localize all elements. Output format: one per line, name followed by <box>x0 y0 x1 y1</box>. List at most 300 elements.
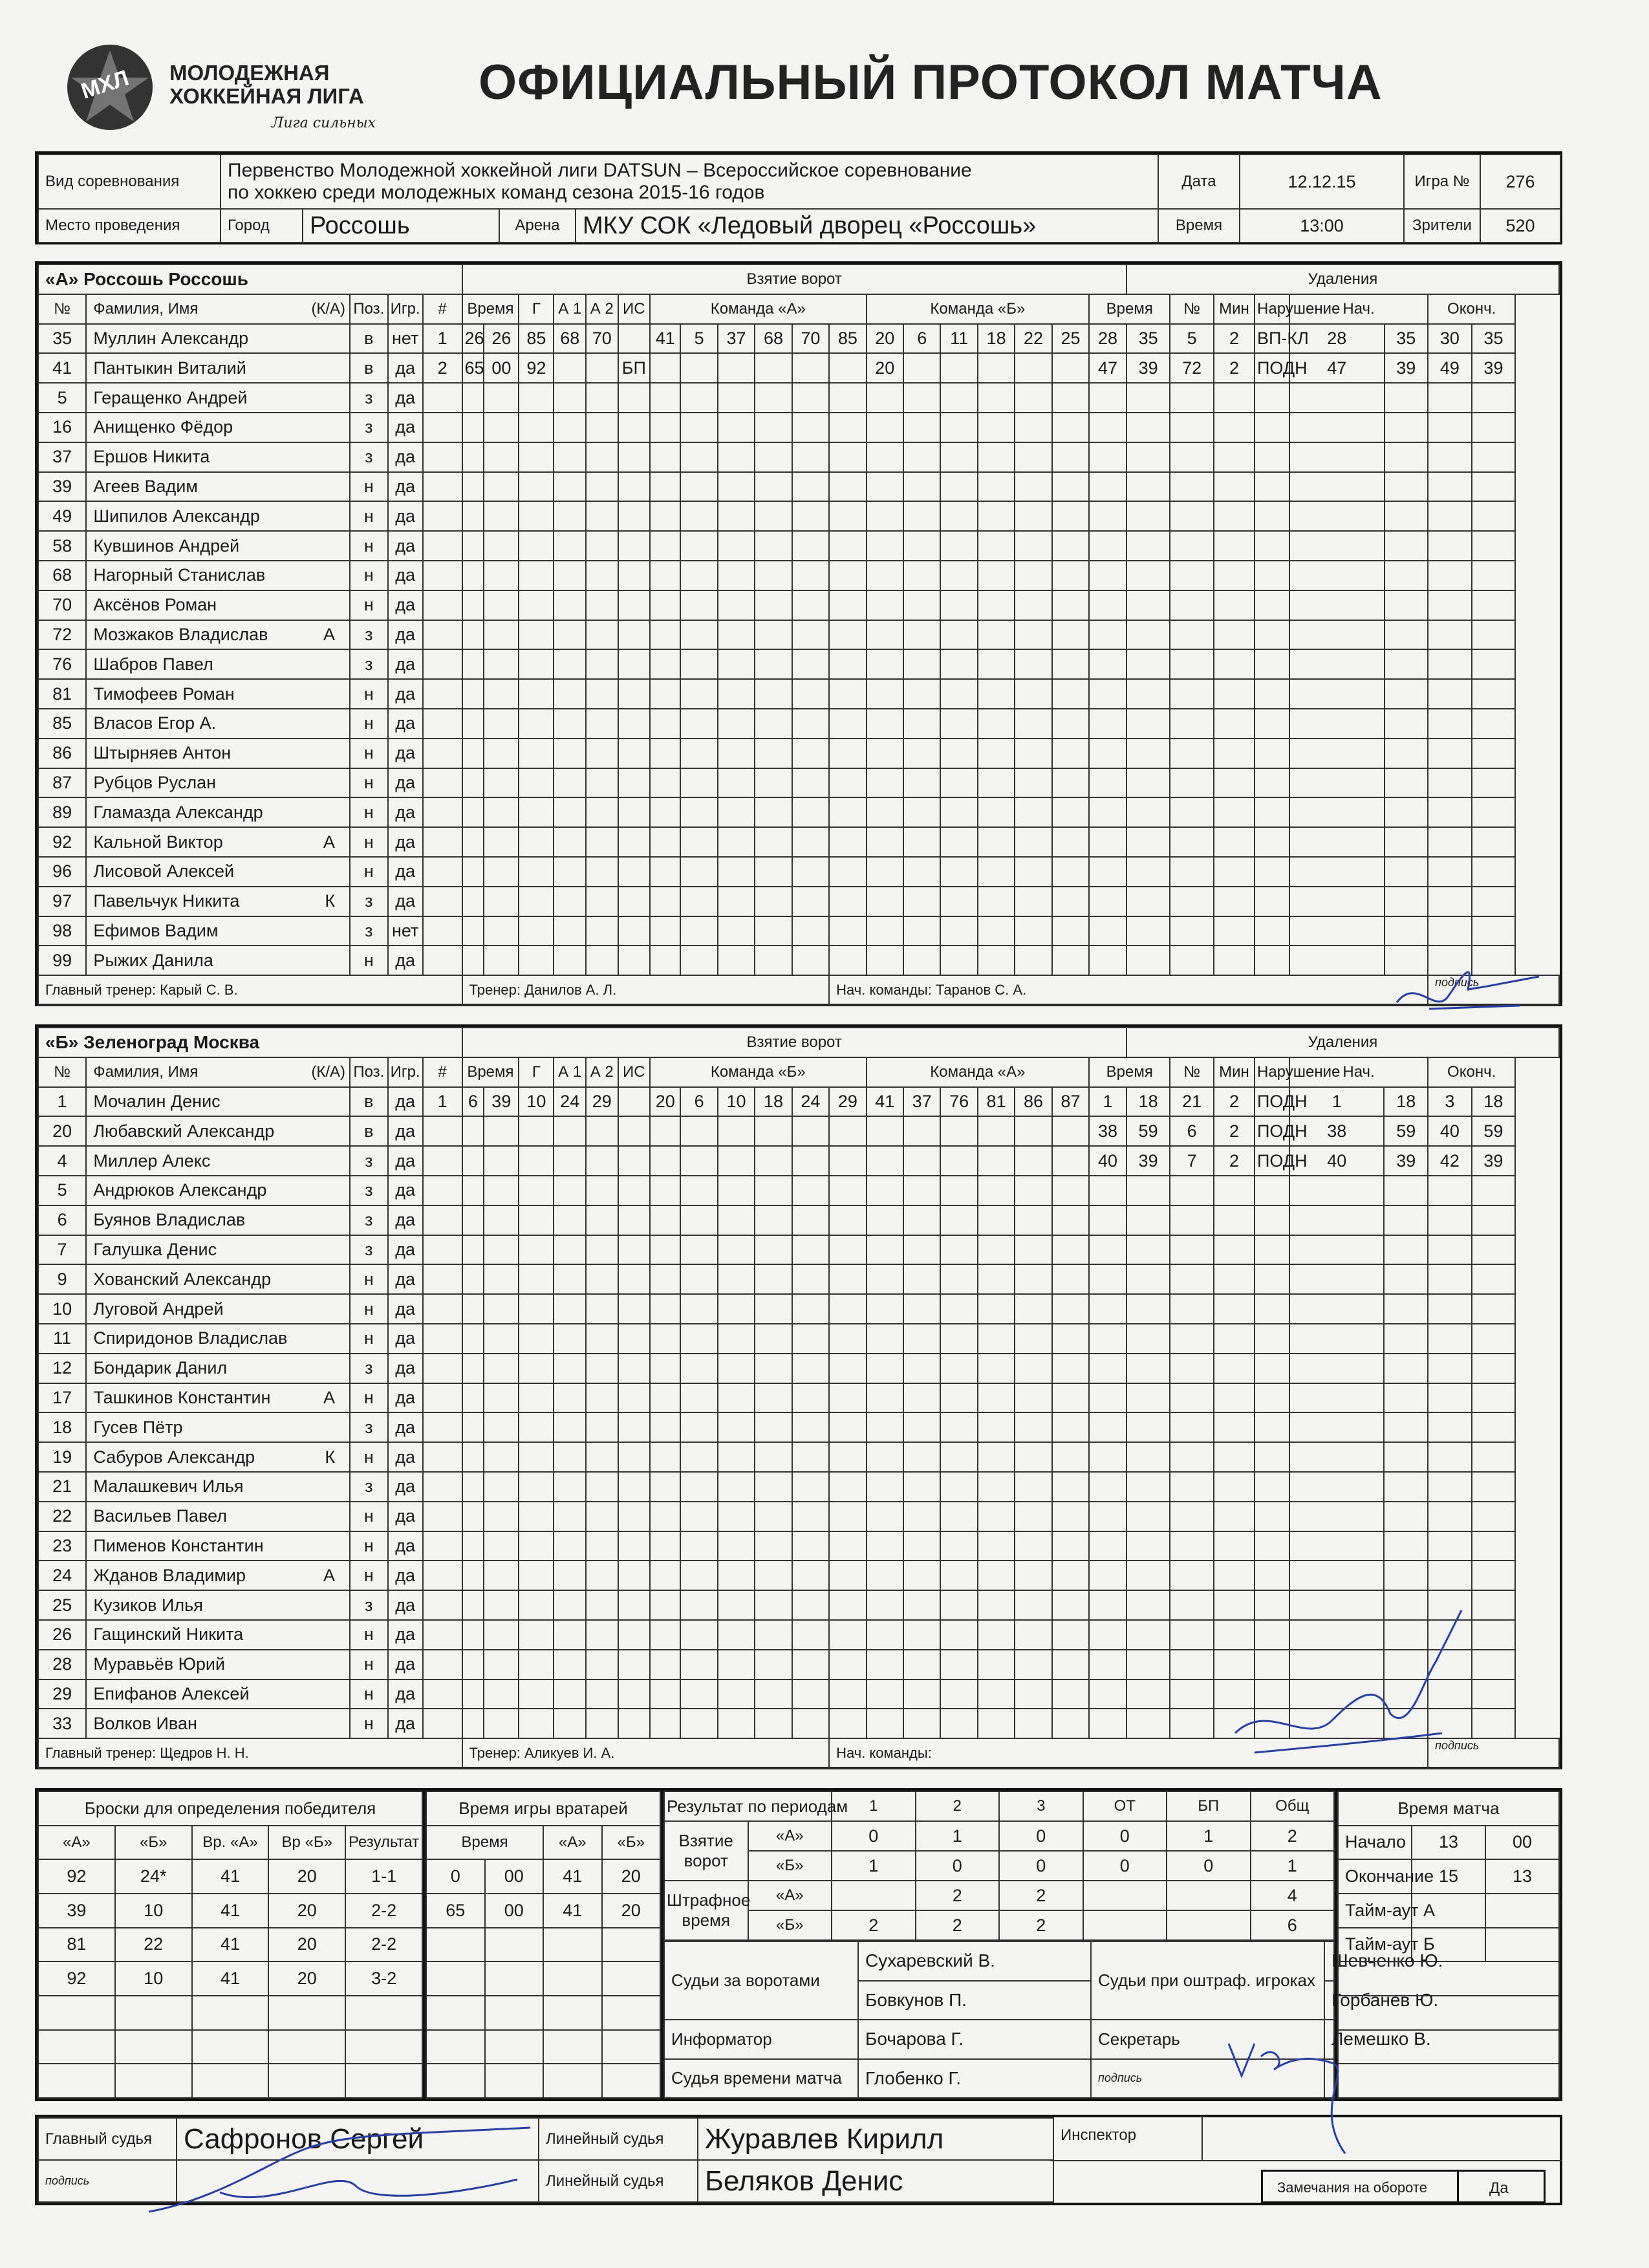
empty-cell <box>618 1442 651 1472</box>
empty-cell <box>867 797 903 827</box>
empty-cell <box>462 709 484 739</box>
col-pen-min: Мин <box>1214 1057 1255 1087</box>
empty-cell <box>484 1294 519 1324</box>
empty-cell <box>940 768 977 798</box>
empty-cell <box>829 442 866 472</box>
shootout-cell: 20 <box>268 1928 345 1962</box>
empty-cell <box>1385 561 1428 590</box>
empty-cell <box>423 472 462 502</box>
empty-cell <box>192 1996 269 2030</box>
empty-cell <box>484 501 519 531</box>
period-value: 0 <box>1083 1851 1167 1881</box>
player-name-cell <box>86 620 350 650</box>
empty-cell <box>519 442 554 472</box>
empty-cell <box>650 887 680 916</box>
empty-cell <box>1089 590 1126 620</box>
player-position: з <box>350 1205 388 1235</box>
empty-cell <box>792 1502 829 1531</box>
empty-cell <box>1170 1679 1214 1709</box>
empty-cell <box>792 1561 829 1590</box>
empty-cell <box>1289 442 1384 472</box>
pen-player: 7 <box>1170 1146 1214 1176</box>
period-value: 2 <box>999 1910 1083 1940</box>
player-number: 49 <box>38 501 86 531</box>
empty-cell <box>829 1412 866 1442</box>
empty-cell <box>1015 1324 1051 1354</box>
empty-cell <box>423 1264 462 1294</box>
empty-cell <box>1214 649 1255 679</box>
empty-cell <box>1089 827 1126 857</box>
empty-cell <box>718 679 755 709</box>
player-row <box>38 1502 1559 1531</box>
pen-end-sec: 39 <box>1472 1146 1516 1176</box>
empty-cell <box>829 1620 866 1650</box>
pen-minute: 38 <box>1089 1116 1126 1146</box>
empty-cell <box>680 620 717 650</box>
player-position: н <box>350 472 388 502</box>
goal-assist2: 70 <box>586 324 618 354</box>
empty-cell <box>978 1561 1015 1590</box>
onice-opp-player: 76 <box>940 1087 977 1117</box>
empty-cell <box>940 1294 977 1324</box>
empty-cell <box>115 1996 192 2030</box>
referee-name: Сафронов Сергей <box>177 2118 539 2160</box>
empty-cell <box>829 1590 866 1620</box>
empty-cell <box>1214 383 1255 413</box>
empty-cell <box>1015 1502 1051 1531</box>
goalie-time-cell: 65 <box>426 1894 485 1928</box>
empty-cell <box>586 1502 618 1531</box>
empty-cell <box>462 1679 484 1709</box>
empty-cell <box>903 739 940 768</box>
empty-cell <box>423 383 462 413</box>
goalie-col-a: «А» <box>543 1826 602 1860</box>
empty-cell <box>867 472 903 502</box>
empty-cell <box>718 1620 755 1650</box>
col-name: Фамилия, Имя (К/А) <box>86 1057 350 1087</box>
empty-cell <box>1428 1294 1472 1324</box>
player-row <box>38 1442 1559 1472</box>
empty-cell <box>1126 768 1170 798</box>
empty-cell <box>519 561 554 590</box>
col-played: Игр. <box>388 294 423 324</box>
empty-cell <box>484 1502 519 1531</box>
player-played: да <box>388 1472 423 1502</box>
goalie-time-cell: 20 <box>602 1894 661 1928</box>
empty-cell <box>1170 413 1214 442</box>
player-played: да <box>388 1235 423 1265</box>
empty-cell <box>586 1235 618 1265</box>
empty-cell <box>554 1442 586 1472</box>
empty-cell <box>519 1116 554 1146</box>
pen-start-min: 47 <box>1289 353 1384 383</box>
empty-cell <box>462 1235 484 1265</box>
empty-cell <box>792 1472 829 1502</box>
pen-second: 59 <box>1126 1116 1170 1146</box>
empty-cell <box>1126 531 1170 561</box>
player-number: 16 <box>38 413 86 442</box>
empty-cell <box>650 1412 680 1442</box>
player-position: н <box>350 709 388 739</box>
empty-cell <box>978 442 1015 472</box>
goal-scorer: 92 <box>519 353 554 383</box>
empty-cell <box>1428 590 1472 620</box>
empty-cell <box>1126 1590 1170 1620</box>
empty-cell <box>1126 501 1170 531</box>
empty-cell <box>1089 709 1126 739</box>
empty-cell <box>1126 945 1170 975</box>
empty-cell <box>519 1354 554 1383</box>
player-name: Шипилов Александр <box>93 506 260 526</box>
player-position: в <box>350 324 388 354</box>
empty-cell <box>1255 383 1289 413</box>
empty-cell <box>940 620 977 650</box>
empty-cell <box>1126 1679 1170 1709</box>
empty-cell <box>462 649 484 679</box>
empty-cell <box>543 1996 602 2030</box>
empty-cell <box>586 1472 618 1502</box>
player-name: Штырняев Антон <box>93 743 232 763</box>
date-value: 12.12.15 <box>1240 155 1404 209</box>
empty-cell <box>586 887 618 916</box>
empty-cell <box>519 768 554 798</box>
empty-cell <box>903 1679 940 1709</box>
period-col: ОТ <box>1083 1791 1167 1821</box>
empty-cell <box>1472 1561 1516 1590</box>
player-number: 28 <box>38 1650 86 1679</box>
empty-cell <box>519 887 554 916</box>
empty-cell <box>519 1235 554 1265</box>
col-pen-infraction: Нарушение <box>1255 294 1289 324</box>
empty-cell <box>1052 797 1089 827</box>
empty-cell <box>650 1590 680 1620</box>
empty-cell <box>903 827 940 857</box>
empty-cell <box>718 1412 755 1442</box>
empty-cell <box>903 1531 940 1561</box>
empty-cell <box>586 1620 618 1650</box>
player-name: Ершов Никита <box>93 447 210 467</box>
empty-cell <box>1052 1561 1089 1590</box>
empty-cell <box>903 1442 940 1472</box>
empty-cell <box>1289 679 1384 709</box>
empty-cell <box>554 679 586 709</box>
shootout-cell: 39 <box>38 1894 115 1928</box>
empty-cell <box>903 768 940 798</box>
empty-cell <box>554 827 586 857</box>
empty-cell <box>1428 1205 1472 1235</box>
empty-cell <box>1052 1442 1089 1472</box>
empty-cell <box>978 916 1015 946</box>
empty-cell <box>1289 945 1384 975</box>
empty-cell <box>519 531 554 561</box>
empty-cell <box>1428 1442 1472 1472</box>
empty-cell <box>519 827 554 857</box>
empty-cell <box>755 1235 792 1265</box>
empty-cell <box>978 1620 1015 1650</box>
player-row <box>38 857 1559 887</box>
player-row <box>38 620 1559 650</box>
empty-cell <box>650 1472 680 1502</box>
player-played: да <box>388 1531 423 1561</box>
empty-cell <box>1015 1412 1051 1442</box>
empty-cell <box>462 797 484 827</box>
period-value <box>1083 1881 1167 1910</box>
empty-cell <box>423 1176 462 1205</box>
empty-cell <box>1170 739 1214 768</box>
empty-cell <box>484 1412 519 1442</box>
official-label: Судьи при оштраф. игроках <box>1091 1941 1324 2020</box>
empty-cell <box>519 1590 554 1620</box>
empty-cell <box>423 797 462 827</box>
empty-cell <box>519 1620 554 1650</box>
period-value: 2 <box>916 1910 1000 1940</box>
player-position: н <box>350 1383 388 1413</box>
empty-cell <box>650 1146 680 1176</box>
pen-minute: 28 <box>1089 324 1126 354</box>
empty-cell <box>1384 1324 1428 1354</box>
empty-cell <box>1255 590 1289 620</box>
pen-end-sec: 18 <box>1472 1087 1516 1117</box>
empty-cell <box>650 472 680 502</box>
empty-cell <box>940 383 977 413</box>
empty-cell <box>484 1264 519 1294</box>
empty-cell <box>1052 887 1089 916</box>
logo-slogan: Лига сильных <box>272 115 376 131</box>
col-name: Фамилия, Имя (К/А) <box>86 294 350 324</box>
official-label: Судья времени матча <box>664 2059 858 2099</box>
empty-cell <box>792 797 829 827</box>
player-row <box>38 531 1559 561</box>
empty-cell <box>423 1709 462 1738</box>
empty-cell <box>940 413 977 442</box>
empty-cell <box>867 1531 903 1561</box>
empty-cell <box>1052 1235 1089 1265</box>
empty-cell <box>618 887 651 916</box>
empty-cell <box>1126 887 1170 916</box>
player-played: да <box>388 709 423 739</box>
player-played: да <box>388 590 423 620</box>
empty-cell <box>650 1709 680 1738</box>
col-pen-start: Нач. <box>1289 294 1428 324</box>
empty-cell <box>867 1383 903 1413</box>
empty-cell <box>423 442 462 472</box>
empty-cell <box>718 1502 755 1531</box>
empty-cell <box>755 1620 792 1650</box>
empty-cell <box>1089 1264 1126 1294</box>
empty-cell <box>618 1590 651 1620</box>
onice-own-player: 70 <box>792 324 829 354</box>
empty-cell <box>1255 1472 1289 1502</box>
goalie-time-block <box>423 1788 663 2101</box>
empty-cell <box>867 442 903 472</box>
pen-minute: 47 <box>1089 353 1126 383</box>
empty-cell <box>829 561 866 590</box>
empty-cell <box>462 679 484 709</box>
empty-cell <box>1052 1176 1089 1205</box>
player-played: да <box>388 501 423 531</box>
empty-cell <box>484 590 519 620</box>
empty-cell <box>903 1205 940 1235</box>
player-name-cell <box>86 1205 350 1235</box>
player-number: 41 <box>38 353 86 383</box>
empty-cell <box>462 945 484 975</box>
player-name: Гащинский Никита <box>93 1625 244 1645</box>
pen-end-sec: 59 <box>1472 1116 1516 1146</box>
empty-cell <box>1384 1383 1428 1413</box>
empty-cell <box>718 1442 755 1472</box>
empty-cell <box>1089 797 1126 827</box>
player-position: з <box>350 1146 388 1176</box>
empty-cell <box>718 1561 755 1590</box>
empty-cell <box>602 2064 661 2098</box>
empty-cell <box>554 1650 586 1679</box>
empty-cell <box>1255 472 1289 502</box>
empty-cell <box>423 709 462 739</box>
empty-cell <box>1052 709 1089 739</box>
empty-cell <box>586 1324 618 1354</box>
empty-cell <box>1289 590 1384 620</box>
empty-cell <box>718 1324 755 1354</box>
empty-cell <box>1126 472 1170 502</box>
onice-opp-player <box>1015 353 1051 383</box>
empty-cell <box>867 679 903 709</box>
pen-start-sec: 59 <box>1384 1116 1428 1146</box>
empty-cell <box>519 1176 554 1205</box>
team-title: «Б» Зеленоград Москва <box>38 1028 462 1057</box>
empty-cell <box>1428 383 1472 413</box>
empty-cell <box>423 857 462 887</box>
empty-cell <box>940 1472 977 1502</box>
empty-cell <box>650 561 680 590</box>
empty-cell <box>829 1235 866 1265</box>
player-position: з <box>350 1354 388 1383</box>
empty-cell <box>423 768 462 798</box>
col-goal-num: # <box>423 1057 462 1087</box>
player-name-cell <box>86 1679 350 1709</box>
empty-cell <box>1255 1412 1289 1442</box>
shootout-title: Броски для определения победителя <box>38 1791 422 1826</box>
empty-cell <box>755 649 792 679</box>
player-number: 17 <box>38 1383 86 1413</box>
empty-cell <box>1052 590 1089 620</box>
player-row <box>38 1176 1559 1205</box>
empty-cell <box>618 797 651 827</box>
empty-cell <box>554 561 586 590</box>
linesman2-label: Линейный судья <box>539 2160 698 2202</box>
player-name: Павельчук Никита <box>93 891 240 911</box>
player-played: да <box>388 561 423 590</box>
empty-cell <box>650 649 680 679</box>
empty-cell <box>543 1928 602 1962</box>
empty-cell <box>1428 1264 1472 1294</box>
empty-cell <box>1052 620 1089 650</box>
empty-cell <box>718 1146 755 1176</box>
player-position: з <box>350 1590 388 1620</box>
empty-cell <box>903 1354 940 1383</box>
player-played: да <box>388 1176 423 1205</box>
player-played: да <box>388 887 423 916</box>
empty-cell <box>718 1679 755 1709</box>
empty-cell <box>484 1205 519 1235</box>
empty-cell <box>618 531 651 561</box>
shootout-cell: 20 <box>268 1894 345 1928</box>
empty-cell <box>1255 739 1289 768</box>
pen-start-sec: 18 <box>1384 1087 1428 1117</box>
empty-cell <box>755 1176 792 1205</box>
empty-cell <box>1289 1324 1384 1354</box>
player-position: з <box>350 649 388 679</box>
empty-cell <box>1255 1383 1289 1413</box>
match-time-label: Тайм-аут Б <box>1338 1928 1412 1962</box>
empty-cell <box>1384 1235 1428 1265</box>
empty-cell <box>903 472 940 502</box>
empty-cell <box>1170 827 1214 857</box>
empty-cell <box>1255 679 1289 709</box>
player-name-cell <box>86 739 350 768</box>
empty-cell <box>718 1354 755 1383</box>
empty-cell <box>792 827 829 857</box>
empty-cell <box>1214 916 1255 946</box>
pen-infraction: ПОДН <box>1255 1146 1289 1176</box>
player-row <box>38 1561 1559 1590</box>
empty-cell <box>650 1264 680 1294</box>
empty-cell <box>1052 679 1089 709</box>
empty-cell <box>1052 1502 1089 1531</box>
empty-cell <box>940 1442 977 1472</box>
empty-cell <box>1214 620 1255 650</box>
empty-cell <box>1289 620 1384 650</box>
player-name: Гламазда Александр <box>93 802 263 822</box>
empty-cell <box>792 620 829 650</box>
player-name: Анищенко Фёдор <box>93 417 233 437</box>
empty-cell <box>1089 679 1126 709</box>
empty-cell <box>586 1176 618 1205</box>
empty-cell <box>519 797 554 827</box>
empty-cell <box>423 1650 462 1679</box>
shootout-cell: 24* <box>115 1859 192 1894</box>
empty-cell <box>755 1472 792 1502</box>
player-name-cell <box>86 1383 350 1413</box>
player-name: Кувшинов Андрей <box>93 535 240 556</box>
empty-cell <box>650 1176 680 1205</box>
goalie-time-cell: 41 <box>543 1894 602 1928</box>
player-position: н <box>350 857 388 887</box>
onice-opp-player: 6 <box>903 324 940 354</box>
empty-cell <box>829 1176 866 1205</box>
col-pen-start: Нач. <box>1289 1057 1428 1087</box>
player-row <box>38 916 1559 946</box>
empty-cell <box>1289 857 1384 887</box>
player-number: 35 <box>38 324 86 354</box>
empty-cell <box>519 590 554 620</box>
goals-header: Взятие ворот <box>462 265 1126 294</box>
player-played: да <box>388 1502 423 1531</box>
empty-cell <box>978 472 1015 502</box>
empty-cell <box>1214 590 1255 620</box>
empty-cell <box>554 797 586 827</box>
empty-cell <box>829 709 866 739</box>
empty-cell <box>829 1383 866 1413</box>
empty-cell <box>755 1354 792 1383</box>
empty-cell <box>978 1412 1015 1442</box>
period-col: Общ <box>1251 1791 1335 1821</box>
player-row <box>38 1412 1559 1442</box>
player-name-cell <box>86 1620 350 1650</box>
empty-cell <box>792 1531 829 1561</box>
empty-cell <box>1052 1146 1089 1176</box>
col-onice-opp: Команда «А» <box>867 1057 1090 1087</box>
empty-cell <box>1170 1324 1214 1354</box>
